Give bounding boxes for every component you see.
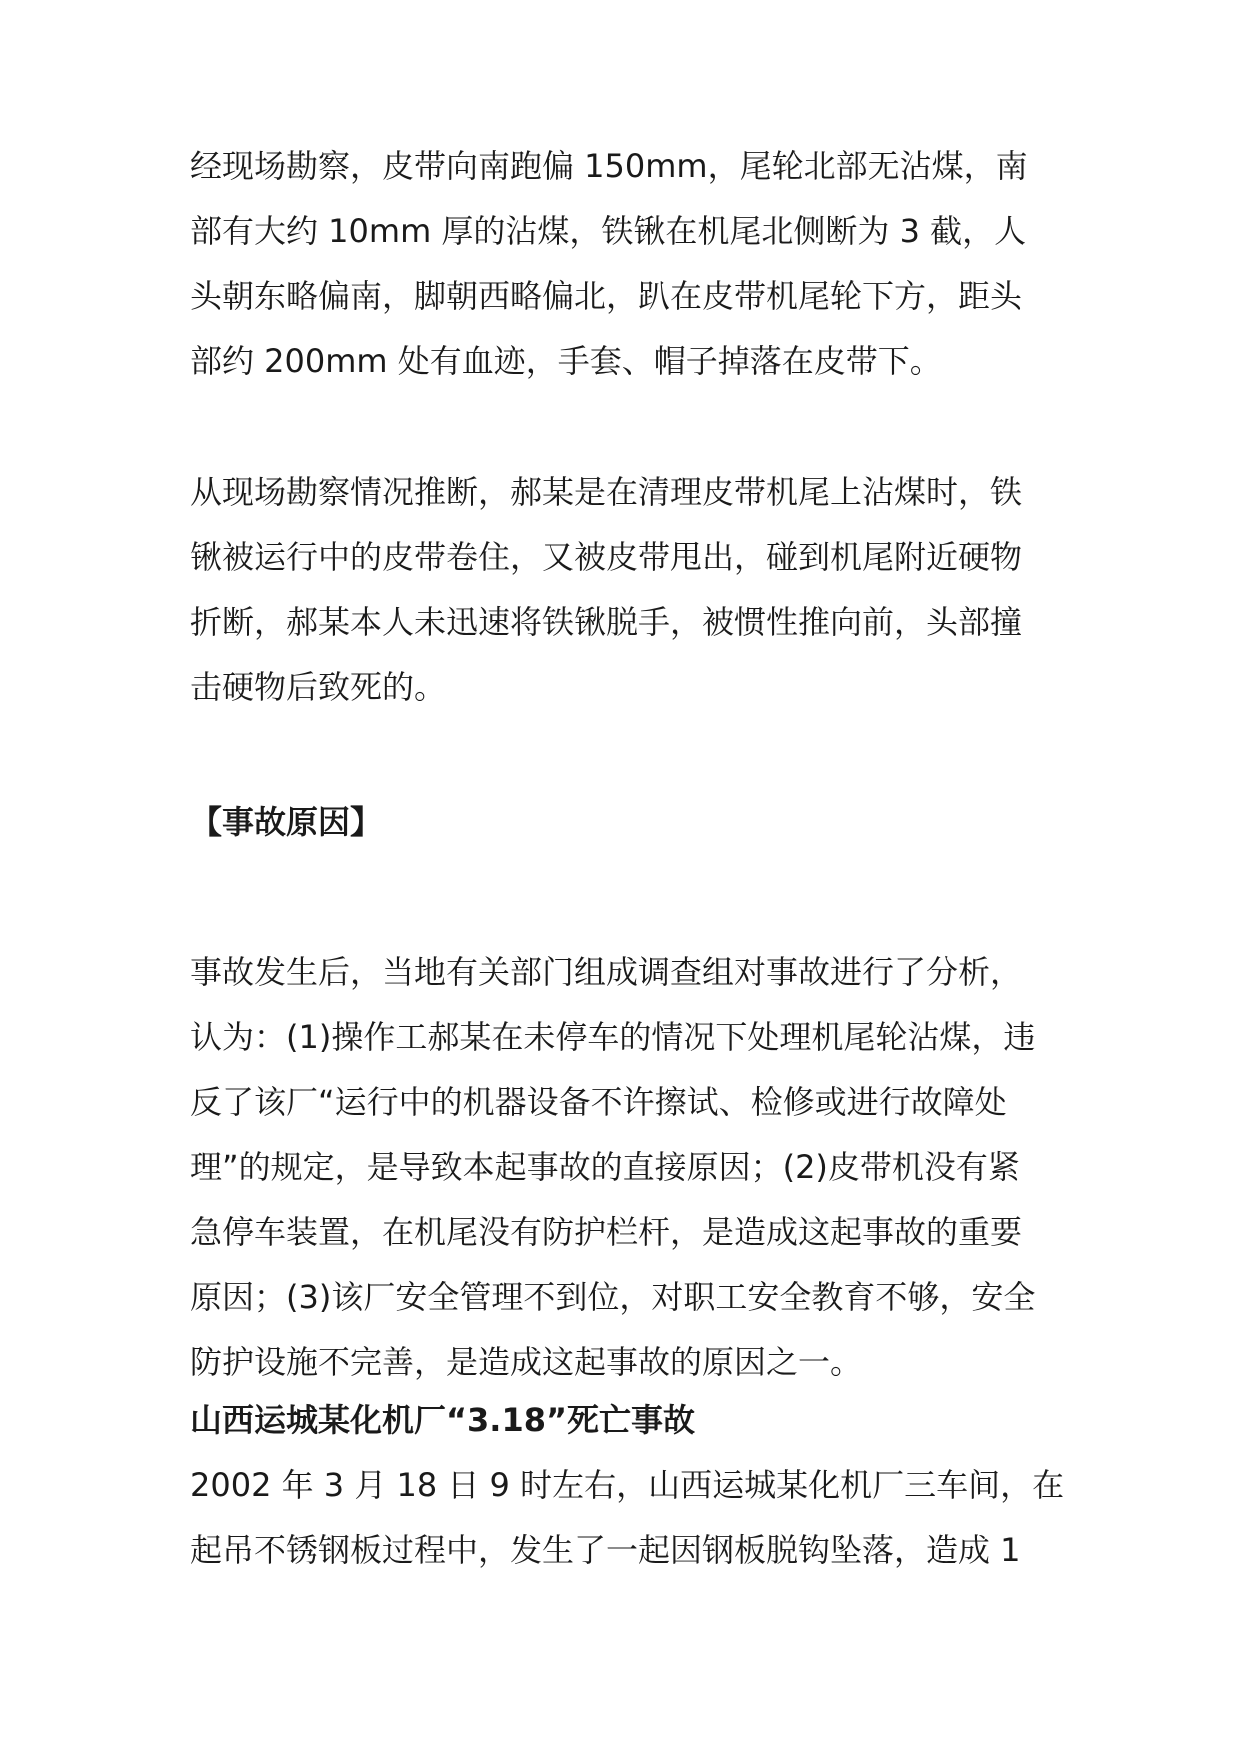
text-line: 折断，郝某本人未迅速将铁锹脱手，被惯性推向前，头部撞: [190, 603, 1023, 641]
text-line: 理”的规定，是导致本起事故的直接原因；(2)皮带机没有紧: [190, 1148, 1020, 1186]
paragraph-inference: [190, 460, 1062, 720]
text-line: 防护设施不完善，是造成这起事故的原因之一。: [190, 1343, 863, 1381]
text-line: 反了该厂“运行中的机器设备不许擦试、检修或进行故障处: [190, 1083, 1007, 1121]
text-line: 原因；(3)该厂安全管理不到位，对职工安全教育不够，安全: [190, 1278, 1036, 1316]
text-line: 急停车装置，在机尾没有防护栏杆，是造成这起事故的重要: [190, 1213, 1023, 1251]
text-line: 认为：(1)操作工郝某在未停车的情况下处理机尾轮沾煤，违: [190, 1018, 1036, 1056]
text-line: 事故发生后，当地有关部门组成调查组对事故进行了分析，: [190, 953, 1023, 991]
text-line: 2002 年 3 月 18 日 9 时左右，山西运城某化机厂三车间，在: [190, 1466, 1065, 1504]
text-line: 经现场勘察，皮带向南跑偏 150mm，尾轮北部无沾煤，南: [190, 147, 1028, 185]
paragraph-site-survey: [190, 134, 1062, 394]
text-line: 部有大约 10mm 厚的沾煤，铁锹在机尾北侧断为 3 截，人: [190, 212, 1027, 250]
text-line: 锹被运行中的皮带卷住，又被皮带甩出，碰到机尾附近硬物: [190, 538, 1023, 576]
paragraph-cause-analysis: [190, 940, 1062, 1395]
section-heading-accident-cause: 【事故原因】: [190, 803, 383, 841]
paragraph-case-intro: [190, 1453, 1065, 1583]
text-line: 头朝东略偏南，脚朝西略偏北，趴在皮带机尾轮下方，距头: [190, 277, 1023, 315]
text-line: 部约 200mm 处有血迹，手套、帽子掉落在皮带下。: [190, 342, 942, 380]
text-line: 从现场勘察情况推断，郝某是在清理皮带机尾上沾煤时，铁: [190, 473, 1023, 511]
text-line: 起吊不锈钢板过程中，发生了一起因钢板脱钩坠落，造成 1: [190, 1531, 1021, 1569]
text-line: 击硬物后致死的。: [190, 668, 447, 706]
case-title: 山西运城某化机厂“3.18”死亡事故: [190, 1401, 696, 1439]
